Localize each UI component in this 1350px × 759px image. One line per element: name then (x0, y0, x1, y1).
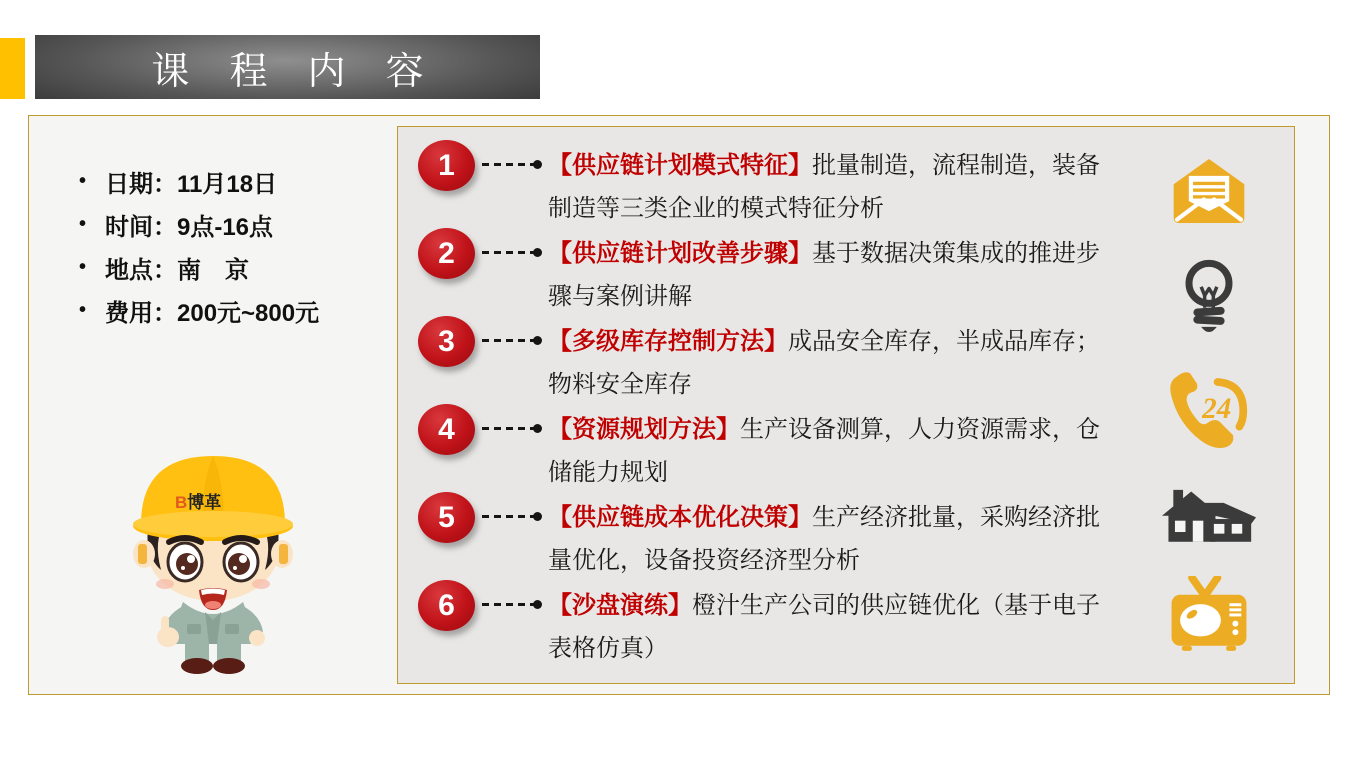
course-info-list (79, 160, 319, 332)
dashed-connector (482, 339, 538, 342)
dashed-connector (482, 603, 538, 606)
item-text (548, 496, 1110, 582)
list-item (79, 160, 319, 203)
bullet-icon: • (79, 170, 87, 192)
info-date: 日期：11月18日 (105, 171, 278, 198)
list-item (79, 203, 319, 246)
course-outline-box (397, 126, 1295, 684)
item-title: 【供应链计划模式特征】 (548, 152, 812, 179)
number-badge: 1 (418, 140, 475, 191)
item-desc: 生产设备测算，人力资源需求，仓储能力规划 (548, 416, 1100, 486)
list-item (418, 408, 1124, 494)
list-item (418, 320, 1124, 406)
phone-24-label: 24 (1202, 392, 1232, 425)
item-title: 【沙盘演练】 (548, 592, 692, 619)
list-item (418, 144, 1124, 230)
item-text (548, 144, 1110, 230)
item-text (548, 408, 1110, 494)
list-item (79, 289, 319, 332)
item-title: 【供应链成本优化决策】 (548, 504, 812, 531)
item-text (548, 232, 1110, 318)
slide-title-bar (35, 35, 540, 99)
dashed-connector (482, 515, 538, 518)
list-item (418, 584, 1124, 670)
number-badge: 2 (418, 228, 475, 279)
number-badge: 4 (418, 404, 475, 455)
slide-title: 课 程 内 容 (151, 48, 438, 93)
item-desc: 生产经济批量，采购经济批量优化，设备投资经济型分析 (548, 504, 1100, 574)
info-time: 时间：9点-16点 (105, 214, 274, 241)
svg-text:B博革 (175, 492, 221, 512)
number-badge: 6 (418, 580, 475, 631)
gold-accent-bar (0, 38, 25, 99)
info-fee: 费用：200元~800元 (105, 300, 320, 327)
number-badge: 3 (418, 316, 475, 367)
item-desc: 批量制造，流程制造，装备制造等三类企业的模式特征分析 (548, 152, 1100, 222)
bullet-icon: • (79, 213, 87, 235)
course-items (398, 127, 1124, 683)
item-desc: 基于数据决策集成的推进步骤与案例讲解 (548, 240, 1100, 310)
envelope-icon (1166, 154, 1252, 228)
item-title: 【供应链计划改善步骤】 (548, 240, 812, 267)
dashed-connector (482, 251, 538, 254)
list-item (418, 232, 1124, 318)
list-item (418, 496, 1124, 582)
mascot-worker-illustration (113, 444, 313, 679)
item-desc: 成品安全库存，半成品库存；物料安全库存 (548, 328, 1100, 398)
content-panel (28, 115, 1330, 695)
mascot-logo-text: 博革 (187, 493, 222, 512)
item-text (548, 320, 1110, 406)
dashed-connector (482, 163, 538, 166)
dashed-connector (482, 427, 538, 430)
item-text (548, 584, 1110, 670)
tv-icon (1166, 576, 1252, 656)
bullet-icon: • (79, 256, 87, 278)
item-title: 【资源规划方法】 (548, 416, 740, 443)
item-desc: 橙汁生产公司的供应链优化（基于电子表格仿真） (548, 592, 1100, 662)
house-icon (1160, 485, 1258, 545)
item-title: 【多级库存控制方法】 (548, 328, 788, 355)
lightbulb-icon (1178, 259, 1240, 339)
info-location: 地点：南 京 (105, 257, 249, 284)
icon-column (1124, 127, 1294, 683)
phone-24-icon (1164, 370, 1254, 454)
number-badge: 5 (418, 492, 475, 543)
bullet-icon: • (79, 299, 87, 321)
mascot-logo-mark: B (175, 493, 188, 512)
list-item (79, 246, 319, 289)
